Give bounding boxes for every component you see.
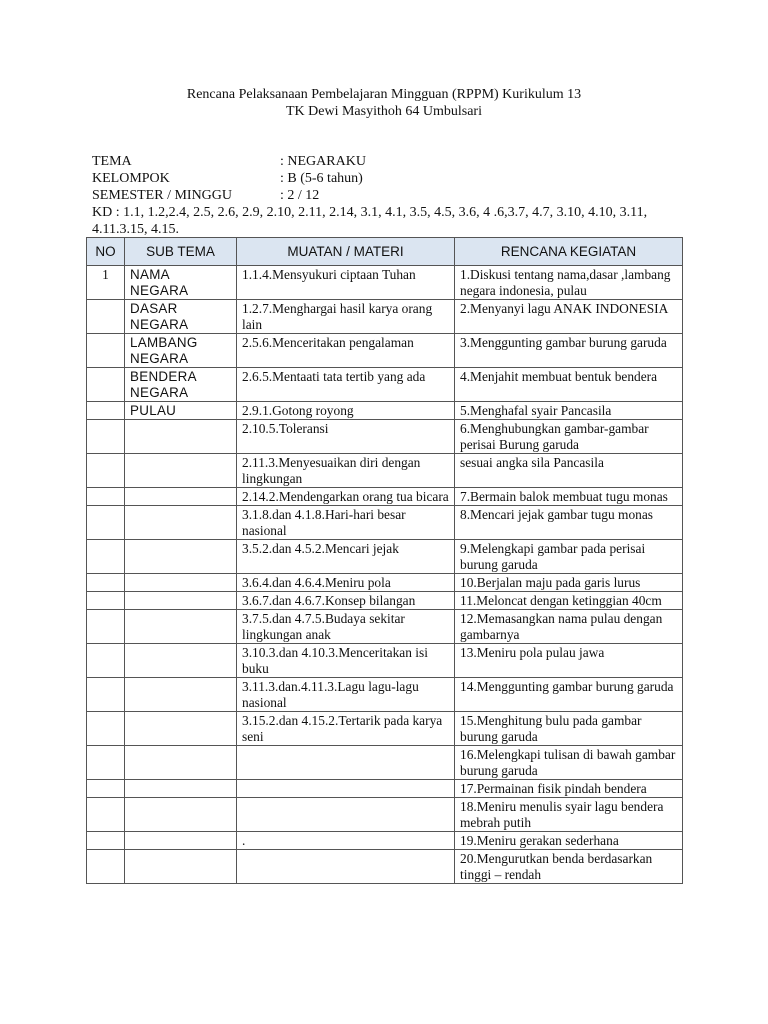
table-row: [87, 746, 683, 780]
cell-sub-tema: LAMBANG NEGARA: [125, 334, 237, 368]
cell-no: [87, 454, 125, 488]
cell-sub-tema: [125, 610, 237, 644]
cell-muatan: 2.14.2.Mendengarkan orang tua bicara: [237, 488, 455, 506]
cell-sub-tema: [125, 780, 237, 798]
cell-muatan: [237, 746, 455, 780]
table-row: [87, 402, 683, 420]
table-row: [87, 574, 683, 592]
cell-sub-tema: [125, 420, 237, 454]
cell-muatan: 3.15.2.dan 4.15.2.Tertarik pada karya seni: [237, 712, 455, 746]
cell-sub-tema: PULAU: [125, 402, 237, 420]
cell-kegiatan: 18.Meniru menulis syair lagu bendera mebrah putih: [455, 798, 683, 832]
cell-kegiatan: 5.Menghafal syair Pancasila: [455, 402, 683, 420]
cell-no: [87, 832, 125, 850]
table-row: [87, 300, 683, 334]
cell-no: [87, 334, 125, 368]
table-row: [87, 832, 683, 850]
cell-muatan: [237, 780, 455, 798]
cell-muatan: 2.11.3.Menyesuaikan diri dengan lingkungan: [237, 454, 455, 488]
cell-kegiatan: 1.Diskusi tentang nama,dasar ,lambang negara indonesia, pulau: [455, 266, 683, 300]
cell-no: [87, 610, 125, 644]
cell-muatan: 2.10.5.Toleransi: [237, 420, 455, 454]
cell-no: [87, 420, 125, 454]
cell-no: [87, 644, 125, 678]
cell-muatan: 3.1.8.dan 4.1.8.Hari-hari besar nasional: [237, 506, 455, 540]
cell-no: [87, 368, 125, 402]
cell-sub-tema: [125, 540, 237, 574]
cell-kegiatan: 4.Menjahit membuat bentuk bendera: [455, 368, 683, 402]
table-row: [87, 712, 683, 746]
cell-muatan: 1.1.4.Mensyukuri ciptaan Tuhan: [237, 266, 455, 300]
cell-sub-tema: [125, 592, 237, 610]
cell-sub-tema: [125, 644, 237, 678]
table-row: [87, 850, 683, 884]
cell-kegiatan: 16.Melengkapi tulisan di bawah gambar burung garuda: [455, 746, 683, 780]
cell-kegiatan: 12.Memasangkan nama pulau dengan gambarnya: [455, 610, 683, 644]
cell-sub-tema: DASAR NEGARA: [125, 300, 237, 334]
table-row: [87, 798, 683, 832]
cell-kegiatan: 20.Mengurutkan benda berdasarkan tinggi – rendah: [455, 850, 683, 884]
meta-row-tema: [92, 153, 366, 170]
meta-row-semester: [92, 187, 366, 204]
meta-value: : 2 / 12: [280, 188, 320, 203]
cell-kegiatan: 19.Meniru gerakan sederhana: [455, 832, 683, 850]
cell-kegiatan: 2.Menyanyi lagu ANAK INDONESIA: [455, 300, 683, 334]
cell-sub-tema: [125, 798, 237, 832]
cell-muatan: 3.7.5.dan 4.7.5.Budaya sekitar lingkungan anak: [237, 610, 455, 644]
cell-no: [87, 506, 125, 540]
cell-no: [87, 746, 125, 780]
cell-kegiatan: 6.Menghubungkan gambar-gambar perisai Burung garuda: [455, 420, 683, 454]
cell-sub-tema: NAMA NEGARA: [125, 266, 237, 300]
cell-no: [87, 780, 125, 798]
meta-label: KELOMPOK: [92, 171, 170, 186]
cell-muatan: 3.6.4.dan 4.6.4.Meniru pola: [237, 574, 455, 592]
cell-kegiatan: 14.Menggunting gambar burung garuda: [455, 678, 683, 712]
rppm-table: [86, 237, 683, 884]
cell-muatan: 3.5.2.dan 4.5.2.Mencari jejak: [237, 540, 455, 574]
cell-muatan: [237, 850, 455, 884]
cell-kegiatan: 3.Menggunting gambar burung garuda: [455, 334, 683, 368]
cell-muatan: 3.6.7.dan 4.6.7.Konsep bilangan: [237, 592, 455, 610]
table-row: [87, 334, 683, 368]
meta-label: SEMESTER / MINGGU: [92, 188, 233, 203]
table-row: [87, 506, 683, 540]
meta-block: [92, 153, 366, 204]
cell-no: [87, 402, 125, 420]
table-row: [87, 644, 683, 678]
cell-kegiatan: 7.Bermain balok membuat tugu monas: [455, 488, 683, 506]
meta-value: : B (5-6 tahun): [280, 171, 363, 186]
cell-no: [87, 798, 125, 832]
cell-sub-tema: [125, 832, 237, 850]
cell-no: [87, 850, 125, 884]
cell-no: [87, 592, 125, 610]
cell-muatan: 2.6.5.Mentaati tata tertib yang ada: [237, 368, 455, 402]
cell-no: [87, 678, 125, 712]
cell-sub-tema: [125, 746, 237, 780]
meta-label: TEMA: [92, 154, 132, 169]
cell-muatan: [237, 798, 455, 832]
cell-no: 1: [87, 266, 125, 300]
header-sub-tema: SUB TEMA: [125, 238, 237, 266]
cell-kegiatan: sesuai angka sila Pancasila: [455, 454, 683, 488]
document-title: [0, 86, 768, 120]
cell-muatan: .: [237, 832, 455, 850]
table-header-row: [87, 238, 683, 266]
title-line-2: TK Dewi Masyithoh 64 Umbulsari: [286, 104, 482, 119]
cell-no: [87, 712, 125, 746]
title-line-1: Rencana Pelaksanaan Pembelajaran Mingguan (RPPM) Kurikulum 13: [186, 87, 582, 102]
cell-muatan: 1.2.7.Menghargai hasil karya orang lain: [237, 300, 455, 334]
cell-no: [87, 574, 125, 592]
cell-kegiatan: 8.Mencari jejak gambar tugu monas: [455, 506, 683, 540]
cell-no: [87, 488, 125, 506]
table-row: [87, 420, 683, 454]
table-row: [87, 488, 683, 506]
table-row: [87, 368, 683, 402]
header-rencana: RENCANA KEGIATAN: [455, 238, 683, 266]
cell-sub-tema: [125, 712, 237, 746]
meta-row-kelompok: [92, 170, 366, 187]
meta-value: : NEGARAKU: [280, 154, 366, 169]
cell-no: [87, 540, 125, 574]
table-row: [87, 780, 683, 798]
cell-sub-tema: BENDERA NEGARA: [125, 368, 237, 402]
cell-sub-tema: [125, 678, 237, 712]
cell-kegiatan: 13.Meniru pola pulau jawa: [455, 644, 683, 678]
cell-sub-tema: [125, 506, 237, 540]
cell-muatan: 3.11.3.dan.4.11.3.Lagu lagu-lagu nasional: [237, 678, 455, 712]
cell-kegiatan: 10.Berjalan maju pada garis lurus: [455, 574, 683, 592]
header-muatan: MUATAN / MATERI: [237, 238, 455, 266]
cell-muatan: 3.10.3.dan 4.10.3.Menceritakan isi buku: [237, 644, 455, 678]
cell-no: [87, 300, 125, 334]
cell-kegiatan: 17.Permainan fisik pindah bendera: [455, 780, 683, 798]
cell-sub-tema: [125, 850, 237, 884]
table-row: [87, 610, 683, 644]
table-row: [87, 678, 683, 712]
cell-sub-tema: [125, 488, 237, 506]
cell-sub-tema: [125, 454, 237, 488]
table-row: [87, 592, 683, 610]
kd-line: KD : 1.1, 1.2,2.4, 2.5, 2.6, 2.9, 2.10, 2.11, 2.14, 3.1, 4.1, 3.5, 4.5, 3.6, 4 .6,3.7, 4.7, 3.10, 4.10, 3.11, 4.11.3.15, 4.15.: [92, 205, 648, 237]
cell-muatan: 2.9.1.Gotong royong: [237, 402, 455, 420]
cell-kegiatan: 11.Meloncat dengan ketinggian 40cm: [455, 592, 683, 610]
table-row: [87, 266, 683, 300]
header-no: NO: [87, 238, 125, 266]
table-row: [87, 540, 683, 574]
cell-muatan: 2.5.6.Menceritakan pengalaman: [237, 334, 455, 368]
table-row: [87, 454, 683, 488]
cell-kegiatan: 9.Melengkapi gambar pada perisai burung garuda: [455, 540, 683, 574]
cell-kegiatan: 15.Menghitung bulu pada gambar burung garuda: [455, 712, 683, 746]
cell-sub-tema: [125, 574, 237, 592]
